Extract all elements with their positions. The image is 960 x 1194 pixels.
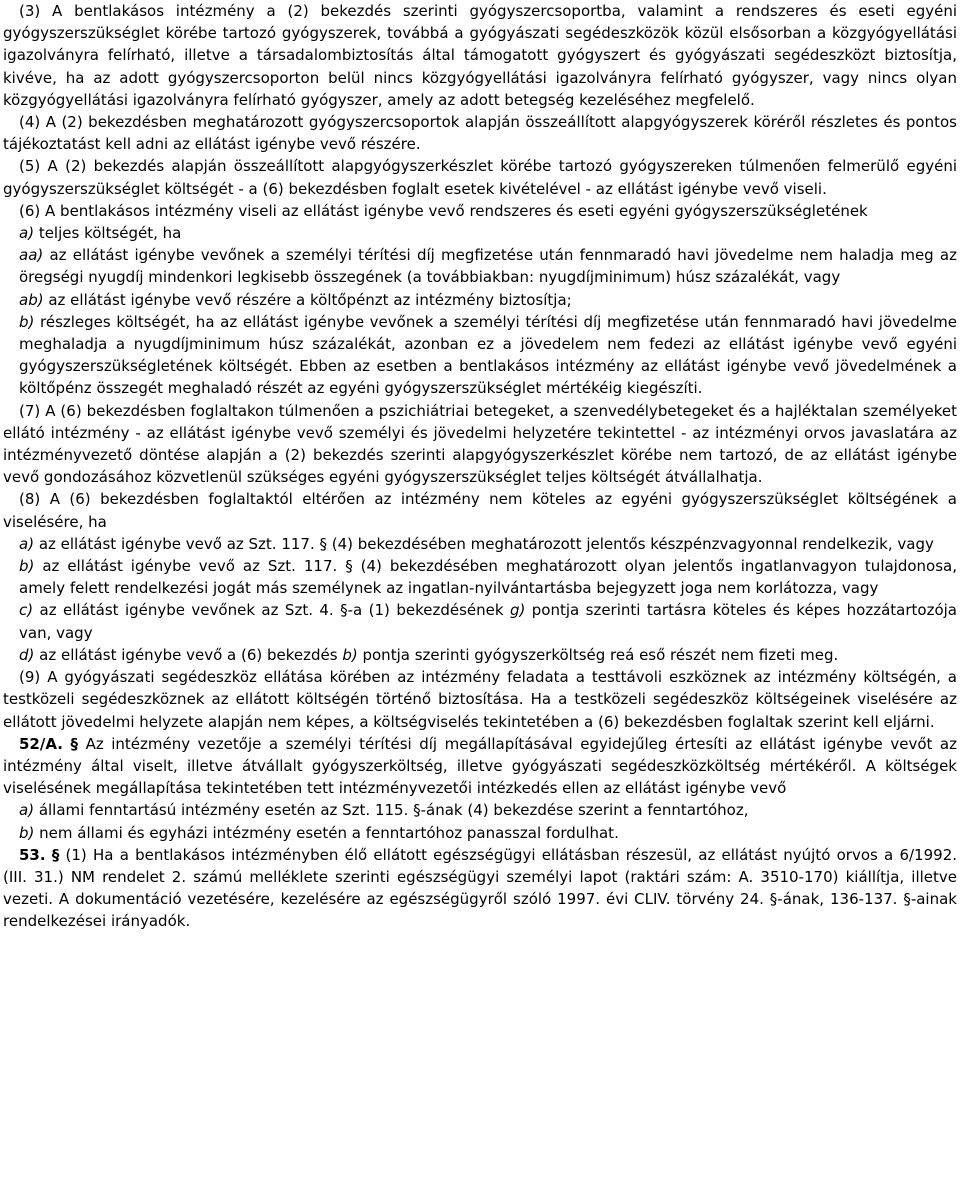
point-text: az ellátást igénybe vevő a (6) bekezdés xyxy=(34,645,343,664)
point-text-cont: pontja szerinti tartásra köteles és képes hozzátartozója van, vagy xyxy=(19,601,958,642)
paragraph-4: (4) A (2) bekezdésben meghatározott gyógyszercsoportok alapján összeállított alapgyógyszerek köréről részletes és pontos tájékoztatást kell adni az ellátást igénybe vevő részére. xyxy=(3,113,957,154)
section-sign: § xyxy=(70,734,79,753)
point-8-a xyxy=(3,533,957,555)
point-text: teljes költségét, ha xyxy=(34,224,182,243)
point-6-b xyxy=(3,311,957,400)
section-52a xyxy=(3,733,957,800)
section-text: (1) Ha a bentlakásos intézményben élő ellátott egészségügyi ellátásban részesül, az ellátást nyújtó orvos a 6/1992. (III. 31.) NM rendelet 2. számú melléklete szerinti egészségügyi személyi lapot (raktári szám: A. 3510-170) kiállítja, illetve vezeti. A dokumentáció vezetésére, kezelésére az egészségügyről szóló 1997. évi CLIV. törvény 24. §-ának, 136-137. §-ainak rendelkezései irányadók. xyxy=(3,845,958,931)
point-52a-a xyxy=(3,799,957,821)
paragraph-6: (6) A bentlakásos intézmény viseli az ellátást igénybe vevő rendszeres és eseti egyéni gyógyszerszükségletének xyxy=(19,201,868,220)
section-53 xyxy=(3,844,957,933)
point-6-aa xyxy=(3,244,957,288)
section-sign: § xyxy=(51,845,60,864)
inline-point-mark: b) xyxy=(342,645,358,664)
paragraph-8: (8) A (6) bekezdésben foglaltaktól eltérően az intézmény nem köteles az egyéni gyógyszerszükséglet költségének a viselésére, ha xyxy=(3,490,957,531)
point-mark: a) xyxy=(19,224,35,243)
point-text: állami fenntartású intézmény esetén az Szt. 115. §-ának (4) bekezdése szerint a fenntartóhoz, xyxy=(34,801,749,820)
point-52a-b xyxy=(3,822,957,844)
point-mark: d) xyxy=(19,645,35,664)
point-text: az ellátást igénybe vevőnek a személyi térítési díj megfizetése után fennmaradó havi jövedelme nem haladja meg az öregségi nyugdíj mindenkori legkisebb összegének (a továbbiakban: nyugdíjminimum) húsz százalékát, vagy xyxy=(19,246,957,287)
point-8-d xyxy=(3,644,957,666)
point-text-cont: pontja szerinti gyógyszerköltség reá eső részét nem fizeti meg. xyxy=(357,645,839,664)
point-8-c xyxy=(3,599,957,643)
paragraph-5: (5) A (2) bekezdés alapján összeállított alapgyógyszerkészlet körébe tartozó gyógyszereken túlmenően felmerülő egyéni gyógyszerszükséglet költségét - a (6) bekezdésben foglalt esetek kivételével - az ellátást igénybe vevő viseli. xyxy=(3,157,957,198)
point-6-ab xyxy=(3,289,957,311)
point-mark: c) xyxy=(19,601,34,620)
section-text: Az intézmény vezetője a személyi térítési díj megállapításával egyidejűleg értesíti az ellátást igénybe vevőt az intézmény által viselt, illetve átvállalt gyógyszerköltség, illetve gyógyászati segédeszközköltség mértékéről. A költségek viselésének megállapítása tekintetében tett intézményvezetői intézkedés ellen az ellátást igénybe vevő xyxy=(3,734,957,798)
point-text: az ellátást igénybe vevő az Szt. 117. § (4) bekezdésében meghatározott olyan jelentős ingatlanvagyon tulajdonosa, amely felett rendelkezési jogát más személynek az ingatlan-nyilvántartásba bejegyzett joga nem korlátozza, vagy xyxy=(19,557,957,598)
point-6-a xyxy=(3,222,957,244)
point-mark: a) xyxy=(19,534,35,553)
point-mark: b) xyxy=(19,312,35,331)
section-number: 53. xyxy=(19,845,46,864)
point-text: részleges költségét, ha az ellátást igénybe vevőnek a személyi térítési díj megfizetése után fennmaradó havi jövedelme meghaladja a nyugdíjminimum húsz százalékát, azonban ez a jövedelem nem fedezi az ellátást igénybe vevő egyéni gyógyszerszükségletének költségét. Ebben az esetben a bentlakásos intézmény az ellátást igénybe vevő jövedelmének a költőpénz összegét meghaladó részét az egyéni gyógyszerszükséglet mértékéig kiegészíti. xyxy=(19,312,957,398)
paragraph-3: (3) A bentlakásos intézmény a (2) bekezdés szerinti gyógyszercsoportba, valamint a rendszeres és eseti egyéni gyógyszerszükséglet körébe tartozó gyógyszerek, továbbá a gyógyászati segédeszközök közül elsősorban a közgyógyellátási igazolványra felírható, illetve a társadalombiztosítás által támogatott gyógyszert és gyógyászati segédeszközt biztosítja, kivéve, ha az adott gyógyszercsoporton belül nincs közgyógyellátási igazolványra felírható gyógyszer, vagy nincs olyan közgyógyellátási igazolványra felírható gyógyszer, amely az adott betegség kezeléséhez megfelelő. xyxy=(3,2,957,109)
point-mark: b) xyxy=(19,557,35,576)
point-mark: a) xyxy=(19,801,35,820)
point-8-b xyxy=(3,555,957,599)
point-text: az ellátást igénybe vevő az Szt. 117. § (4) bekezdésében meghatározott jelentős készpénzvagyonnal rendelkezik, vagy xyxy=(34,534,934,553)
point-text: az ellátást igénybe vevőnek az Szt. 4. §-a (1) bekezdésének xyxy=(33,601,510,620)
point-mark: b) xyxy=(19,823,35,842)
point-mark: ab) xyxy=(19,290,44,309)
paragraph-9: (9) A gyógyászati segédeszköz ellátása körében az intézmény feladata a testtávoli eszköznek az intézmény költségén, a testközeli segédeszköznek az ellátott költségén történő biztosítása. Ha a testközeli segédeszköz költségeinek viselésére az ellátott jövedelmi helyzete alapján nem képes, a költségviselés tekintetében a (6) bekezdésben foglaltak szerint kell eljárni. xyxy=(3,668,957,731)
section-number: 52/A. xyxy=(19,734,63,753)
point-text: az ellátást igénybe vevő részére a költőpénzt az intézmény biztosítja; xyxy=(43,290,572,309)
point-text: nem állami és egyházi intézmény esetén a fenntartóhoz panasszal fordulhat. xyxy=(34,823,619,842)
point-mark: aa) xyxy=(19,246,44,265)
paragraph-7: (7) A (6) bekezdésben foglaltakon túlmenően a pszichiátriai betegeket, a szenvedélybetegeket és a hajléktalan személyeket ellátó intézmény - az ellátást igénybe vevő személyi és jövedelmi helyzetére tekintettel - az intézményi orvos javaslatára az intézményvezető döntése alapján a (2) bekezdés szerinti alapgyógyszerkészlet körébe nem tartozó, de az ellátást igénybe vevő gondozásához közvetlenül szükséges egyéni gyógyszerszükséglet teljes költségét átvállalhatja. xyxy=(3,401,957,487)
inline-point-mark: g) xyxy=(509,601,526,620)
